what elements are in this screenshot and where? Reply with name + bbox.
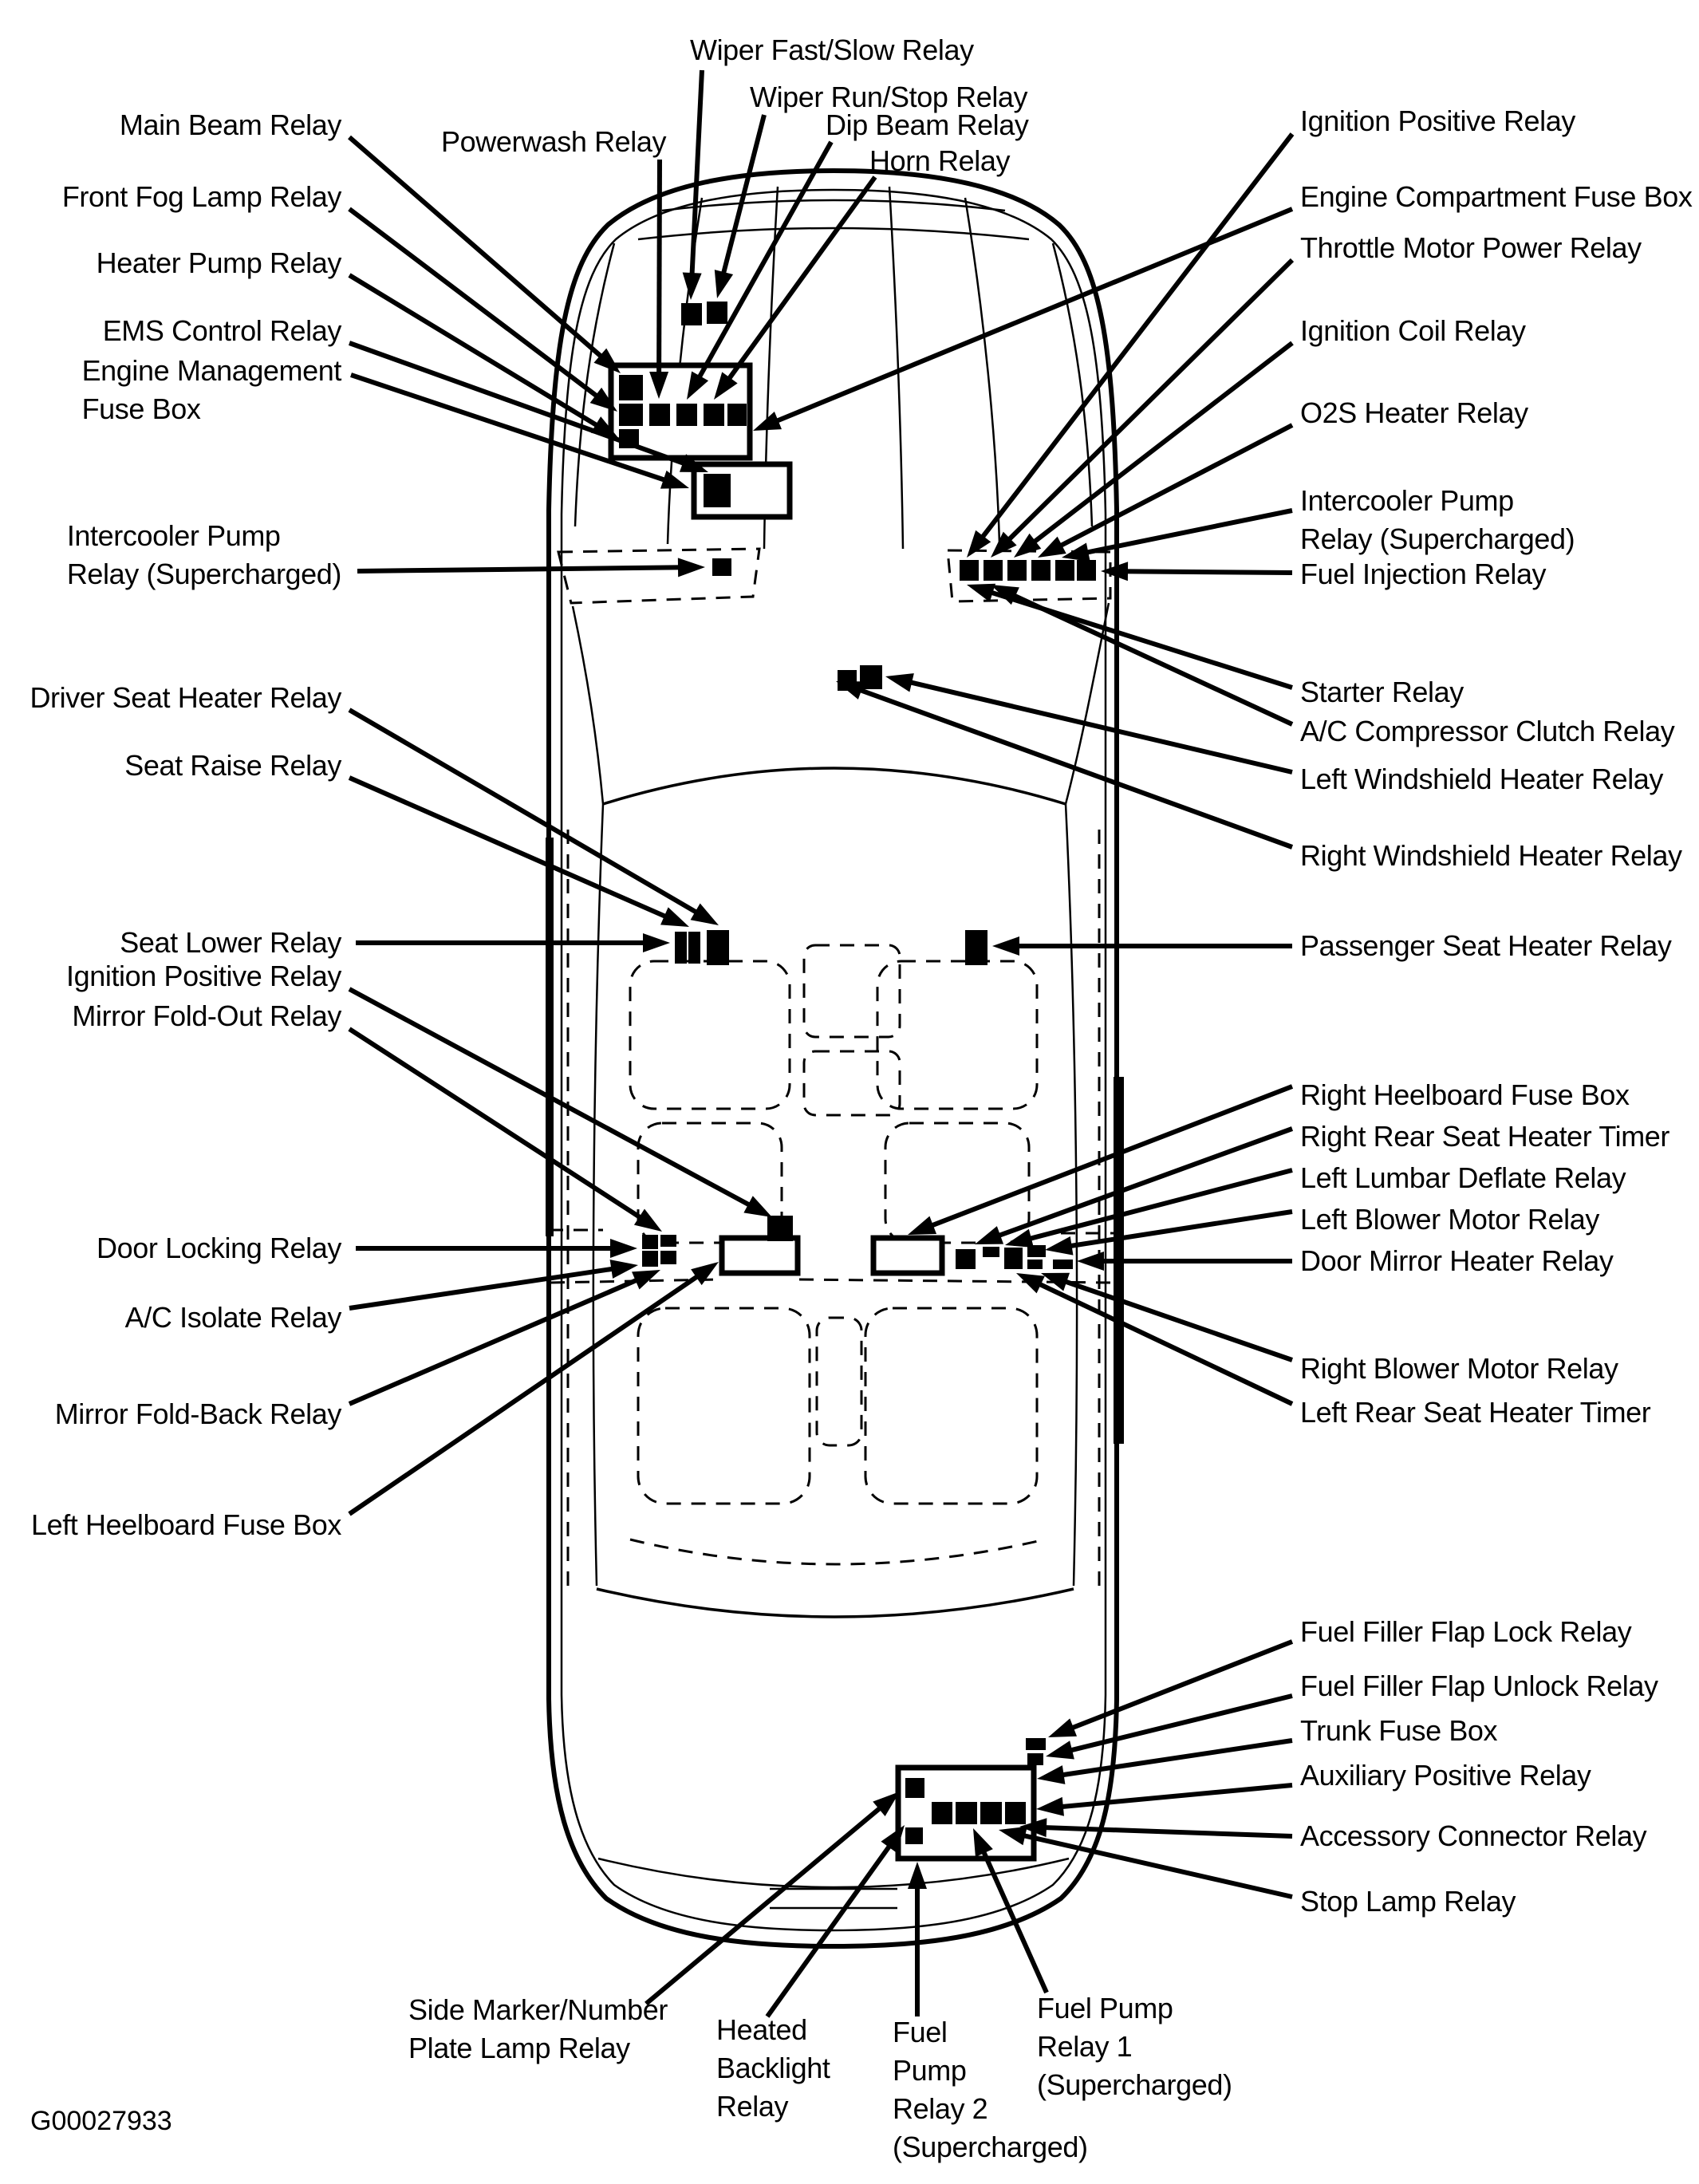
right-heelboard-cluster [1027,1260,1043,1269]
leader-line-right-windshield [855,688,1292,847]
label-mirror-fold-out [72,997,341,1035]
label-line: Dip Beam Relay [826,108,1029,141]
ignition-positive-relay [767,1216,793,1241]
leader-arrowhead-left-blower [1045,1236,1073,1256]
rear-seat-left [638,1308,810,1504]
label-intercooler-left [67,517,341,593]
trunk-box-relays [956,1802,977,1824]
trunk-box-relays [905,1778,924,1798]
label-line: Engine Management [81,354,341,387]
label-line: Starter Relay [1300,676,1464,708]
label-right-blower [1300,1350,1618,1388]
label-line: Relay (Supercharged) [1300,522,1575,555]
label-line: Door Locking Relay [97,1232,341,1264]
leader-line-powerwash [659,160,660,378]
label-line: Horn Relay [869,144,1011,177]
seat-relays [707,930,729,965]
leader-arrowhead-auxiliary-positive [1036,1797,1064,1816]
label-left-blower [1300,1200,1599,1239]
label-ems-control [103,312,341,350]
label-left-lumbar-deflate [1300,1159,1626,1197]
right-heelboard-cluster [1004,1248,1023,1269]
leader-line-stop-lamp [1019,1835,1292,1897]
label-line: Stop Lamp Relay [1300,1885,1516,1918]
cowl-row-relays [960,560,979,581]
engine-box-relays [649,404,670,426]
label-line: Ignition Positive Relay [66,960,341,992]
label-fuel-filler-lock [1300,1613,1631,1651]
leader-line-right-heelboard [927,1086,1292,1228]
trunk-box-relays [1005,1802,1026,1824]
label-line: Mirror Fold-Out Relay [72,999,341,1032]
cowl-left-relay [712,558,731,576]
door-lock-cluster [660,1251,676,1264]
label-line: Right Blower Motor Relay [1300,1352,1618,1385]
seat-relays [688,932,700,964]
label-door-locking [97,1229,341,1267]
label-driver-seat-heater [30,679,341,717]
label-line: Right Heelboard Fuse Box [1300,1078,1630,1111]
label-engine-compartment [1300,178,1692,216]
label-line: Plate Lamp Relay [408,2032,630,2064]
fuse-box-left-heelboard-fuse-box [722,1238,798,1273]
label-ignition-positive-right [1300,102,1575,140]
leader-arrowhead-engine-management [660,471,689,489]
label-ignition-coil [1300,312,1526,350]
right-heelboard-cluster [956,1249,976,1269]
door-lock-cluster [642,1251,658,1267]
label-line: O2S Heater Relay [1300,396,1528,429]
cowl-row-relays [1055,560,1074,581]
label-heater-pump [97,244,341,282]
leader-arrows [349,70,1292,2016]
leader-line-mirror-fold-back [349,1278,641,1404]
rear-seat-right [865,1308,1037,1504]
label-ac-compressor [1300,712,1674,751]
leader-line-driver-seat-heater [349,710,701,915]
label-line: Fuel Pump [1037,1992,1173,2024]
label-line: Accessory Connector Relay [1300,1819,1647,1852]
label-line: (Supercharged) [893,2131,1088,2163]
label-line: Left Rear Seat Heater Timer [1300,1396,1651,1429]
label-line: Fuel Injection Relay [1300,558,1547,590]
label-line: Mirror Fold-Back Relay [54,1398,341,1430]
leader-line-main-beam [349,137,605,360]
passenger-seat-cushion [877,961,1037,1109]
label-line: Backlight [716,2052,830,2084]
leader-arrowhead-ignition-positive-left [743,1196,772,1217]
label-side-marker [408,1991,668,2068]
label-line: Relay [716,2090,789,2123]
label-line: Relay 2 [893,2092,988,2125]
label-door-mirror-heater [1300,1242,1614,1280]
fuse-box-right-heelboard-fuse-box [873,1238,942,1273]
label-passenger-seat-heater [1300,927,1671,965]
ems-relay [704,474,731,507]
leader-arrowhead-right-rear-seat-timer [975,1226,1003,1244]
label-line: Left Heelboard Fuse Box [30,1508,341,1541]
label-line: A/C Compressor Clutch Relay [1300,715,1675,747]
label-line: Relay 1 [1037,2030,1133,2063]
label-line: Pump [893,2054,967,2087]
label-line: EMS Control Relay [102,314,341,347]
engine-box-relays [619,375,643,400]
leader-line-fuel-filler-unlock [1066,1696,1292,1752]
leader-line-fuel-pump-1 [982,1847,1047,1993]
label-line: Wiper Fast/Slow Relay [690,34,974,66]
leader-line-ignition-positive-right [980,134,1292,541]
seat-relays [965,930,987,965]
label-main-beam [120,106,341,144]
leader-line-accessory-connector [1040,1827,1292,1836]
cowl-row-relays [1031,560,1051,581]
trunk-box-relays [905,1827,923,1844]
leader-arrowhead-intercooler-left [678,558,705,577]
leader-arrowhead-right-heelboard [908,1216,936,1235]
leader-arrowhead-wiper-fast-slow [683,272,702,300]
fuse-boxes [611,365,1034,1859]
engine-box-relays [676,404,697,426]
leader-line-wiper-fast-slow [692,70,702,279]
label-line: (Supercharged) [1037,2068,1232,2101]
fuel-filler-relays [1027,1753,1043,1765]
leader-arrowhead-trunk-fuse-box [1037,1765,1065,1784]
label-left-rear-seat-timer [1300,1394,1650,1432]
rear-armrest [817,1318,861,1445]
engine-box-relays [704,404,724,426]
leader-arrowhead-wiper-run-stop [715,270,733,298]
wiper-relays [681,303,702,325]
label-line: Heater Pump Relay [96,246,341,279]
label-powerwash [441,123,666,161]
label-line: Seat Lower Relay [120,926,341,959]
label-line: Right Windshield Heater Relay [1300,839,1682,872]
label-right-heelboard [1300,1076,1630,1114]
leader-arrowhead-starter [967,584,995,602]
leader-arrowhead-driver-seat-heater [691,904,719,925]
leader-line-intercooler-left [357,567,684,571]
leader-line-left-lumbar-deflate [1025,1170,1292,1240]
ac-windshield-relays [860,665,882,689]
trunk-box-relays [932,1802,952,1824]
label-line: Auxiliary Positive Relay [1300,1759,1591,1792]
trunk-box-relays [980,1802,1002,1824]
label-line: Door Mirror Heater Relay [1300,1244,1614,1277]
leader-arrowhead-door-mirror-heater [1077,1252,1104,1271]
leader-line-fuel-injection [1121,571,1292,573]
wiper-relays [707,302,727,324]
label-line: Ignition Coil Relay [1300,314,1526,347]
label-seat-lower [120,924,341,962]
leader-arrowhead-o2s-heater [1038,537,1066,558]
leader-line-front-fog [349,209,601,399]
label-accessory-connector [1300,1817,1646,1855]
leader-line-fuel-filler-lock [1067,1642,1292,1730]
figure-id: G00027933 [30,2106,172,2136]
console-box-2 [804,1051,900,1115]
label-line: Fuel [893,2016,948,2048]
leader-arrowhead-left-heelboard [691,1262,719,1285]
engine-box-relays [727,404,747,426]
leader-line-auxiliary-positive [1057,1785,1292,1808]
label-left-heelboard [31,1506,341,1544]
label-ac-isolate [125,1299,341,1337]
label-line: Right Rear Seat Heater Timer [1300,1120,1669,1153]
label-heated-backlight [716,2011,830,2126]
label-line: Left Blower Motor Relay [1300,1203,1599,1236]
leader-line-ac-compressor [1010,593,1292,724]
label-line: Engine Compartment Fuse Box [1300,180,1693,213]
passenger-seat-backrest [885,1123,1029,1243]
label-dip-beam [826,106,1029,144]
seat-relays [675,932,687,964]
label-right-rear-seat-timer [1300,1118,1669,1156]
label-ignition-positive-left [66,957,341,995]
fuel-filler-relays [1026,1738,1046,1750]
label-line: Fuse Box [81,392,201,425]
leader-arrowhead-left-windshield [885,673,914,692]
label-line: Main Beam Relay [119,108,341,141]
label-fuel-pump-1 [1037,1989,1232,2104]
label-trunk-fuse-box [1300,1712,1497,1750]
label-line: Intercooler Pump [1300,484,1514,517]
leader-line-left-rear-seat-timer [1035,1282,1292,1404]
label-line: Front Fog Lamp Relay [61,180,341,213]
label-engine-management [82,352,341,428]
leader-line-horn [726,177,875,383]
leader-line-left-heelboard [349,1274,702,1514]
label-line: Fuel Filler Flap Lock Relay [1300,1615,1632,1648]
label-line: Passenger Seat Heater Relay [1300,929,1672,962]
leader-line-heater-pump [349,275,601,428]
cowl-row-relays [1007,560,1027,581]
label-line: Intercooler Pump [66,519,281,552]
label-line: Powerwash Relay [441,125,667,158]
label-line: Seat Raise Relay [124,749,341,782]
label-right-windshield [1300,837,1682,875]
door-lock-cluster [660,1235,676,1247]
label-line: Side Marker/Number [408,1993,668,2026]
label-intercooler-right [1300,482,1575,558]
interior-dashed-art [549,549,1117,1595]
label-line: Relay (Supercharged) [66,558,341,590]
label-fuel-filler-unlock [1300,1667,1658,1705]
label-line: A/C Isolate Relay [124,1301,341,1334]
label-o2s-heater [1300,394,1528,432]
leader-arrowhead-fuel-pump-2 [908,1862,927,1889]
label-starter [1300,673,1464,712]
label-line: Throttle Motor Power Relay [1300,231,1642,264]
leader-line-o2s-heater [1056,425,1292,548]
label-seat-raise [124,747,341,785]
label-throttle-motor [1300,229,1642,267]
label-line: Left Lumbar Deflate Relay [1300,1161,1626,1194]
label-line: Trunk Fuse Box [1300,1714,1498,1747]
leader-line-engine-compartment [772,209,1292,423]
leader-line-ac-isolate [349,1268,617,1308]
right-heelboard-cluster [983,1247,999,1257]
door-lock-cluster [642,1235,658,1249]
label-stop-lamp [1300,1882,1516,1921]
label-wiper-fast-slow [690,31,974,69]
cowl-row-relays [1077,560,1096,581]
label-line: Left Windshield Heater Relay [1300,763,1664,795]
label-auxiliary-positive [1300,1756,1591,1795]
label-line: Heated [716,2013,807,2046]
leader-arrowhead-passenger-seat-heater [992,936,1019,956]
label-mirror-fold-back [55,1395,341,1433]
console-box [804,945,900,1037]
leader-arrowhead-seat-raise [660,907,689,927]
label-line: Ignition Positive Relay [1300,104,1575,137]
label-line: Driver Seat Heater Relay [30,681,341,714]
leader-arrowhead-fuel-filler-lock [1048,1718,1077,1737]
leader-arrowhead-left-rear-seat-timer [1016,1273,1045,1293]
leader-arrowhead-seat-lower [643,933,670,952]
rear-backrest-arc [630,1539,1045,1564]
label-front-fog [62,178,341,216]
label-line: Fuel Filler Flap Unlock Relay [1300,1670,1658,1702]
leader-arrowhead-fuel-filler-unlock [1046,1740,1074,1759]
label-line: Wiper Run/Stop Relay [750,81,1028,113]
cowl-row-relays [984,560,1003,581]
label-horn [869,142,1010,180]
engine-box-relays [619,404,643,426]
label-fuel-injection [1300,555,1546,593]
leader-arrowhead-door-locking [610,1239,637,1258]
label-left-windshield [1300,760,1663,798]
right-heelboard-cluster [1053,1260,1073,1269]
driver-seat-cushion [630,961,790,1109]
relay-squares [619,302,1096,1844]
